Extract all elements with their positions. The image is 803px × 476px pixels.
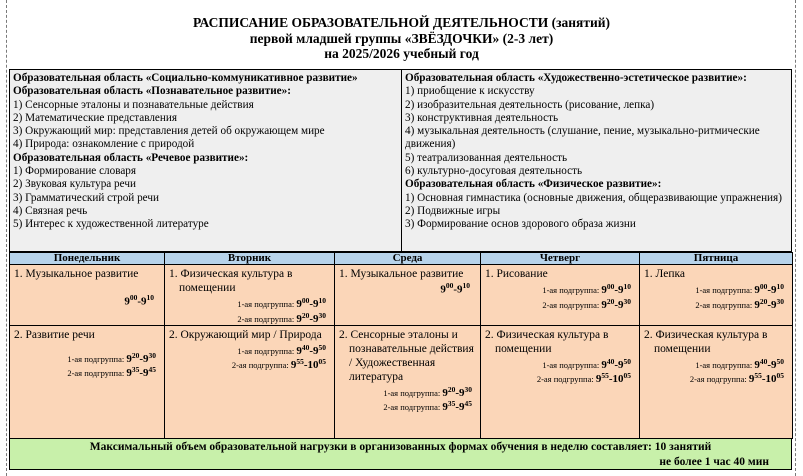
lesson-time: $9^{00}-9^{10}$ bbox=[440, 281, 470, 296]
page-margin-guide bbox=[6, 0, 7, 476]
page-subtitle-year: на 2025/2026 учебный год bbox=[324, 46, 479, 61]
lesson-title: 2. Окружающий мир / Природа bbox=[169, 328, 322, 341]
subgroup-time: 1-ая подгруппа: $9^{00}-9^{10}$ bbox=[695, 282, 784, 296]
day-header: Вторник bbox=[165, 253, 335, 265]
area-line: 3) Формирование основ здорового образа жизни bbox=[405, 218, 636, 231]
lesson-title: 2. Сенсорные эталоны и познавательные действия / Художественная литература bbox=[339, 328, 474, 383]
lesson-title: 1. Музыкальное развитие bbox=[339, 268, 464, 280]
lesson-title: 2. Физическая культура в помещении bbox=[644, 328, 768, 355]
subgroup-time: 2-ая подгруппа: $9^{55}-10^{05}$ bbox=[231, 357, 326, 372]
schedule-row-first-lesson bbox=[10, 265, 793, 326]
page-title: РАСПИСАНИЕ ОБРАЗОВАТЕЛЬНОЙ ДЕЯТЕЛЬНОСТИ (занятий) bbox=[192, 15, 611, 30]
lesson-title: 1. Музыкальное развитие bbox=[14, 268, 139, 280]
lesson-time: $9^{00}-9^{10}$ bbox=[124, 293, 154, 308]
lesson-title: 1. Физическая культура в помещении bbox=[169, 268, 293, 294]
area-line: 5) Интерес к художественной литературе bbox=[13, 218, 209, 231]
lesson-title: 1. Лепка bbox=[644, 268, 685, 280]
area-line: 2) Математические представления bbox=[13, 111, 178, 124]
lesson-cell bbox=[10, 265, 165, 326]
lesson-cell bbox=[640, 325, 793, 438]
area-line: Образовательная область «Физическое развитие»: bbox=[405, 178, 662, 191]
area-line: 3) Окружающий мир: представления детей об окружающем мире bbox=[13, 125, 325, 138]
weekly-load-footer bbox=[9, 438, 792, 470]
subgroup-time: 2-ая подгруппа: $9^{20}-9^{30}$ bbox=[237, 310, 326, 325]
subgroup-time: 1-ая подгруппа: $9^{40}-9^{50}$ bbox=[237, 342, 326, 357]
subgroup-time: 1-ая подгруппа: $9^{20}-9^{30}$ bbox=[67, 350, 156, 365]
lesson-title: 2. Развитие речи bbox=[14, 328, 95, 341]
area-line: 4) Связная речь bbox=[13, 204, 88, 217]
subgroup-time: 1-ая подгруппа: $9^{40}-9^{50}$ bbox=[542, 356, 631, 371]
area-line: 6) культурно-досуговая деятельность bbox=[405, 165, 583, 178]
area-line: Образовательная область «Познавательное развитие»: bbox=[13, 85, 291, 98]
days-header-row bbox=[10, 253, 793, 265]
subgroup-time: 2-ая подгруппа: $9^{55}-10^{05}$ bbox=[689, 371, 784, 386]
lesson-cell bbox=[335, 325, 481, 438]
area-line: Образовательная область «Художественно-эстетическое развитие»: bbox=[405, 72, 747, 84]
subgroup-time: 2-ая подгруппа: $9^{20}-9^{30}$ bbox=[542, 296, 631, 311]
area-line: 2) Звуковая культура речи bbox=[13, 178, 136, 191]
area-line: 1) Сенсорные эталоны и познавательные действия bbox=[13, 98, 254, 111]
day-header: Пятница bbox=[640, 253, 793, 265]
day-header: Понедельник bbox=[10, 253, 165, 265]
area-line: Образовательная область «Социально-коммуникативное развитие» bbox=[13, 72, 358, 84]
weekly-load-duration: не более 1 час 40 мин bbox=[659, 456, 769, 468]
lesson-cell bbox=[165, 265, 335, 326]
area-line: 5) театрализованная деятельность bbox=[405, 151, 568, 164]
page-subtitle-group: первой младшей группы «ЗВЁЗДОЧКИ» (2-3 лет) bbox=[249, 31, 554, 46]
subgroup-time: 2-ая подгруппа: $9^{35}-9^{45}$ bbox=[383, 399, 472, 414]
subgroup-time: 2-ая подгруппа: $9^{35}-9^{45}$ bbox=[67, 365, 156, 380]
area-line: 3) конструктивная деятельность bbox=[405, 111, 559, 124]
lesson-title: 1. Рисование bbox=[485, 268, 548, 280]
lesson-cell bbox=[165, 325, 335, 438]
page-margin-guide bbox=[795, 0, 796, 476]
lesson-cell bbox=[10, 325, 165, 438]
day-header: Четверг bbox=[481, 253, 640, 265]
subgroup-time: 2-ая подгруппа: $9^{20}-9^{30}$ bbox=[695, 296, 784, 311]
subgroup-time: 1-ая подгруппа: $9^{20}-9^{30}$ bbox=[383, 384, 472, 399]
subgroup-time: 1-ая подгруппа: $9^{00}-9^{10}$ bbox=[542, 282, 631, 296]
lesson-title: 2. Физическая культура в помещении bbox=[485, 328, 609, 355]
weekly-load-text: Максимальный объем образовательной нагрузки в организованных формах обучения в неделю составляет: 10 занятий bbox=[89, 441, 712, 453]
areas-left-column bbox=[10, 70, 402, 251]
area-line: 1) приобщение к искусству bbox=[405, 85, 535, 98]
subgroup-time: 1-ая подгруппа: $9^{00}-9^{10}$ bbox=[237, 296, 326, 310]
day-header: Среда bbox=[335, 253, 481, 265]
area-line: 2) изобразительная деятельность (рисование, лепка) bbox=[405, 98, 655, 111]
lesson-cell bbox=[335, 265, 481, 326]
subgroup-time: 2-ая подгруппа: $9^{55}-10^{05}$ bbox=[536, 371, 631, 386]
area-line: 4) Природа: ознакомление с природой bbox=[13, 138, 195, 151]
area-line: 3) Грамматический строй речи bbox=[13, 191, 159, 204]
area-line: 2) Подвижные игры bbox=[405, 204, 501, 217]
areas-right-column bbox=[402, 70, 791, 251]
lesson-cell bbox=[481, 325, 640, 438]
area-line: Образовательная область «Речевое развитие»: bbox=[13, 151, 249, 164]
subgroup-time: 1-ая подгруппа: $9^{40}-9^{50}$ bbox=[695, 356, 784, 371]
area-line: 1) Основная гимнастика (основные движения, общеразвивающие упражнения) bbox=[405, 191, 782, 204]
area-line: 1) Формирование словаря bbox=[13, 165, 137, 178]
lesson-cell bbox=[481, 265, 640, 326]
schedule-table bbox=[9, 252, 793, 439]
schedule-row-second-lesson bbox=[10, 325, 793, 438]
area-line: 4) музыкальная деятельность (слушание, пение, музыкально-ритмические движения) bbox=[405, 125, 760, 151]
lesson-cell bbox=[640, 265, 793, 326]
educational-areas-box bbox=[9, 69, 792, 252]
